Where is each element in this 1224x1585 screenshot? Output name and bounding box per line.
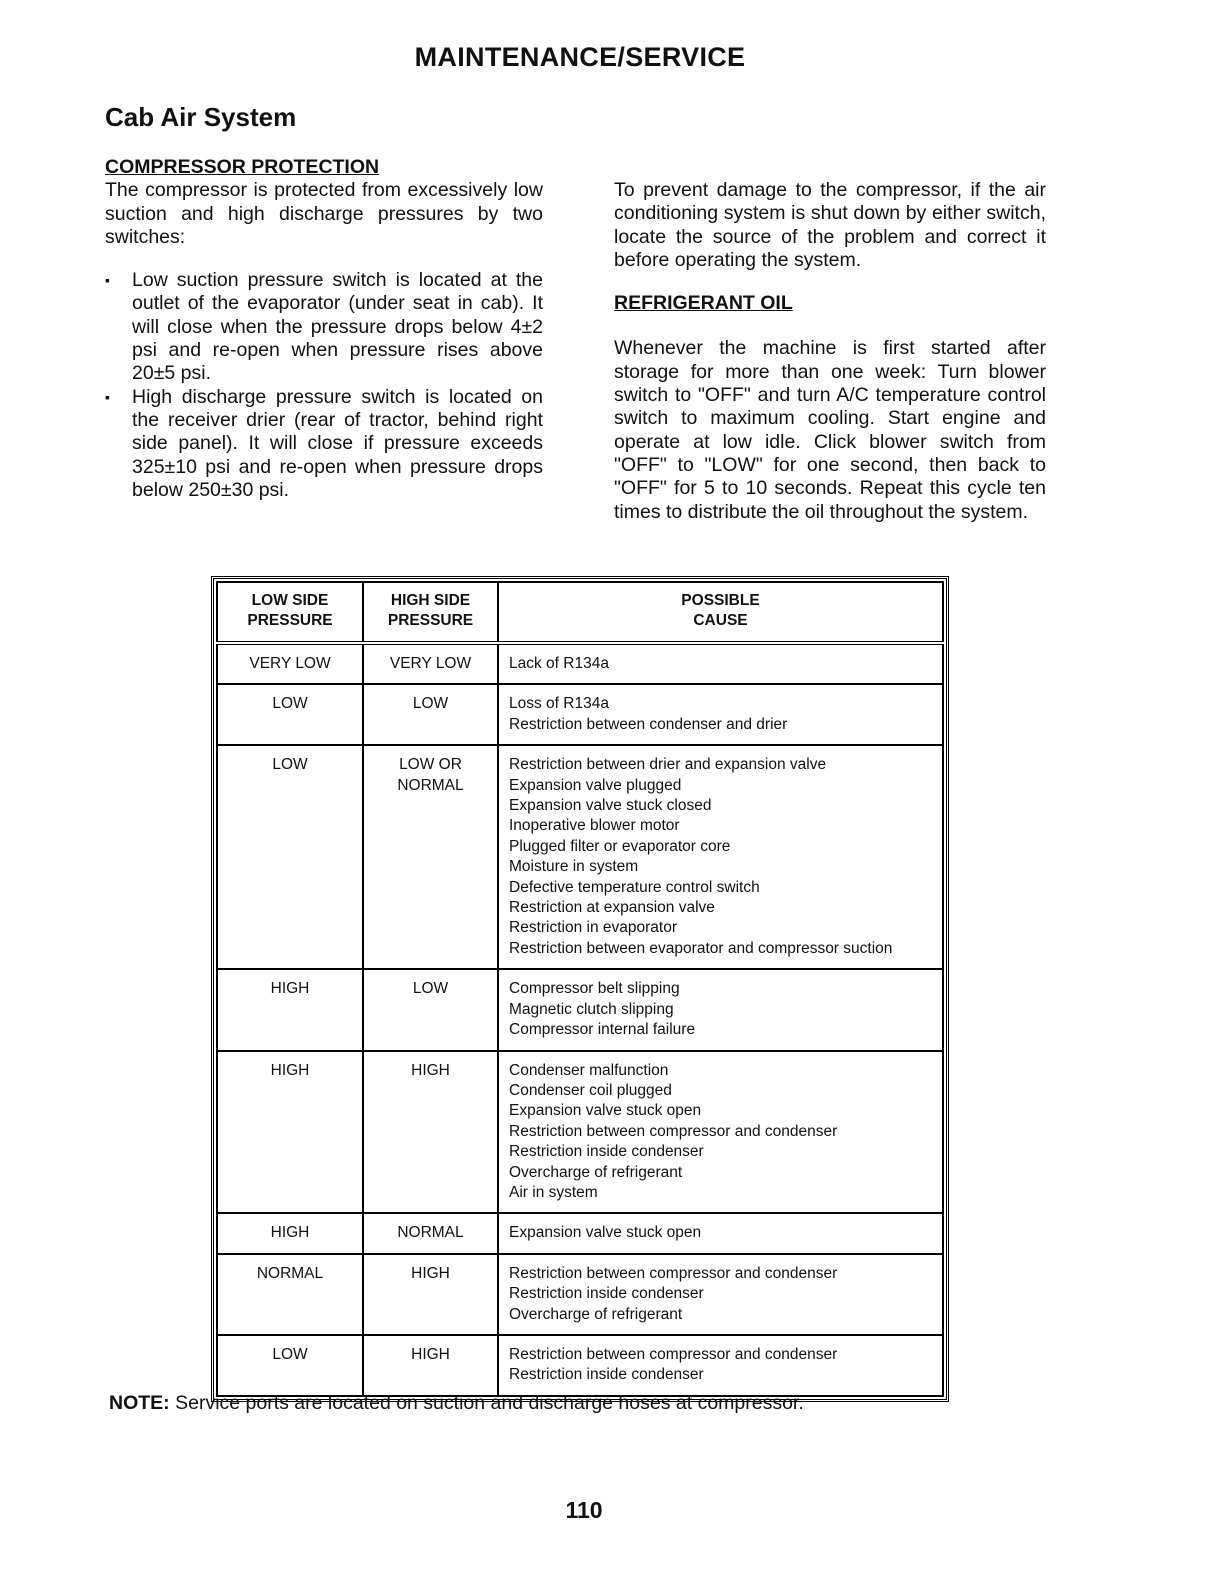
list-item — [105, 269, 543, 385]
cause-line: Restriction between evaporator and compressor suction — [509, 939, 893, 957]
cause-line: Loss of R134a — [509, 695, 609, 713]
possible-cause-cell — [498, 1051, 943, 1214]
high-side-cell: VERY LOW — [363, 643, 498, 684]
header-low-side-line2: PRESSURE — [247, 612, 333, 629]
possible-cause-cell — [498, 1335, 943, 1396]
cause-line: Moisture in system — [509, 858, 639, 876]
page-header-title: MAINTENANCE/SERVICE — [414, 42, 746, 72]
compressor-protection-heading: COMPRESSOR PROTECTION — [105, 156, 380, 178]
low-suction-switch-text: Low suction pressure switch is located at the outlet of the evaporator (under seat in cab). It will close when the pressure drops below 4±2 psi and re-open when pressure rises above 20±5 psi. — [132, 269, 543, 385]
header-cause-line2: CAUSE — [693, 612, 748, 629]
high-side-cell: HIGH — [363, 1254, 498, 1335]
high-side-cell: LOW — [363, 969, 498, 1050]
bullet-icon: ▪ — [105, 272, 110, 289]
cause-line: Expansion valve plugged — [509, 776, 682, 794]
table-row — [217, 1051, 943, 1214]
table-row — [217, 1335, 943, 1396]
cause-line: Restriction inside condenser — [509, 1285, 704, 1303]
low-side-cell: HIGH — [217, 969, 363, 1050]
cause-line: Restriction between condenser and drier — [509, 715, 788, 733]
high-side-cell: LOW OR NORMAL — [363, 745, 498, 969]
note-text: Service ports are located on suction and discharge hoses at compressor. — [175, 1392, 804, 1414]
service-note — [109, 1392, 804, 1415]
low-side-cell: LOW — [217, 1335, 363, 1396]
cause-line: Lack of R134a — [509, 655, 609, 672]
cause-line: Compressor internal failure — [509, 1021, 696, 1039]
high-side-cell: HIGH — [363, 1051, 498, 1214]
compressor-protection-intro: The compressor is protected from excessively low suction and high discharge pressures by two switches: — [105, 179, 543, 248]
cause-line: Condenser coil plugged — [509, 1081, 672, 1099]
cause-line: Expansion valve stuck closed — [509, 797, 712, 815]
table-row — [217, 643, 943, 684]
table-row — [217, 969, 943, 1050]
troubleshooting-table-frame — [211, 576, 949, 1402]
header-high-side — [363, 582, 498, 643]
low-side-cell: LOW — [217, 745, 363, 969]
cause-line: Overcharge of refrigerant — [509, 1305, 683, 1323]
bullet-icon: ▪ — [105, 388, 110, 405]
compressor-protection-continued: To prevent damage to the compressor, if the air conditioning system is shut down by either switch, locate the source of the problem and correct it before operating the system. — [614, 179, 1046, 271]
cause-line: Expansion valve stuck open — [509, 1102, 702, 1120]
note-label: NOTE: — [109, 1392, 170, 1414]
refrigerant-oil-text: Whenever the machine is first started after storage for more than one week: Turn blower switch to "OFF" and turn A/C temperature control switch to maximum cooling. Start engine and operate at low idle. Click blower switch from "OFF" to "LOW" for one second, then back to "OFF" for 5 to 10 seconds. Repeat this cycle ten times to distribute the oil throughout the system. — [614, 337, 1046, 523]
high-discharge-switch-text: High discharge pressure switch is located on the receiver drier (rear of tractor, behind right side panel). It will close if pressure exceeds 325±10 psi and re-open when pressure drops below 250±30 psi. — [132, 385, 543, 501]
cause-line: Air in system — [509, 1183, 598, 1201]
possible-cause-cell — [498, 969, 943, 1050]
header-high-side-line1: HIGH SIDE — [390, 592, 471, 609]
cause-line: Magnetic clutch slipping — [509, 1000, 674, 1018]
cause-line: Compressor belt slipping — [509, 980, 680, 998]
high-side-cell: LOW — [363, 684, 498, 745]
table-row — [217, 745, 943, 969]
cause-line: Restriction between compressor and condenser — [509, 1122, 838, 1140]
cause-line: Restriction between compressor and condenser — [509, 1345, 838, 1363]
low-side-cell: NORMAL — [217, 1254, 363, 1335]
cause-line: Condenser malfunction — [509, 1061, 669, 1079]
cause-line: Plugged filter or evaporator core — [509, 837, 731, 855]
right-column — [614, 179, 1046, 524]
section-title: Cab Air System — [105, 102, 297, 132]
low-side-cell: HIGH — [217, 1051, 363, 1214]
cause-line: Restriction in evaporator — [509, 919, 677, 937]
table-row — [217, 684, 943, 745]
cause-line: Restriction between compressor and condenser — [509, 1264, 838, 1282]
list-item — [105, 386, 543, 502]
possible-cause-cell — [498, 643, 943, 684]
table-row — [217, 1254, 943, 1335]
page-number: 110 — [565, 1497, 603, 1523]
high-side-cell: HIGH — [363, 1335, 498, 1396]
troubleshooting-table — [216, 581, 944, 1397]
switch-list — [105, 269, 543, 502]
header-low-side — [217, 582, 363, 643]
possible-cause-cell — [498, 684, 943, 745]
cause-line: Restriction between drier and expansion valve — [509, 756, 827, 774]
possible-cause-cell — [498, 745, 943, 969]
cause-line: Defective temperature control switch — [509, 878, 760, 896]
possible-cause-cell — [498, 1254, 943, 1335]
low-side-cell: VERY LOW — [217, 643, 363, 684]
refrigerant-oil-heading: REFRIGERANT OIL — [614, 292, 793, 315]
low-side-cell: HIGH — [217, 1213, 363, 1253]
cause-line: Restriction at expansion valve — [509, 899, 715, 917]
cause-line: Inoperative blower motor — [509, 817, 680, 835]
cause-line: Restriction inside condenser — [509, 1143, 704, 1161]
table-body — [217, 643, 943, 1396]
table-row — [217, 1213, 943, 1253]
possible-cause-cell — [498, 1213, 943, 1253]
cause-line: Overcharge of refrigerant — [509, 1163, 683, 1181]
cause-line: Restriction inside condenser — [509, 1366, 704, 1384]
header-cause-line1: POSSIBLE — [681, 592, 760, 609]
header-low-side-line1: LOW SIDE — [251, 592, 329, 609]
low-side-cell: LOW — [217, 684, 363, 745]
high-side-cell: NORMAL — [363, 1213, 498, 1253]
cause-line: Expansion valve stuck open — [509, 1224, 702, 1242]
header-possible-cause — [498, 582, 943, 643]
left-column — [105, 156, 543, 502]
header-high-side-line2: PRESSURE — [387, 612, 474, 629]
table-header-row — [217, 582, 943, 643]
